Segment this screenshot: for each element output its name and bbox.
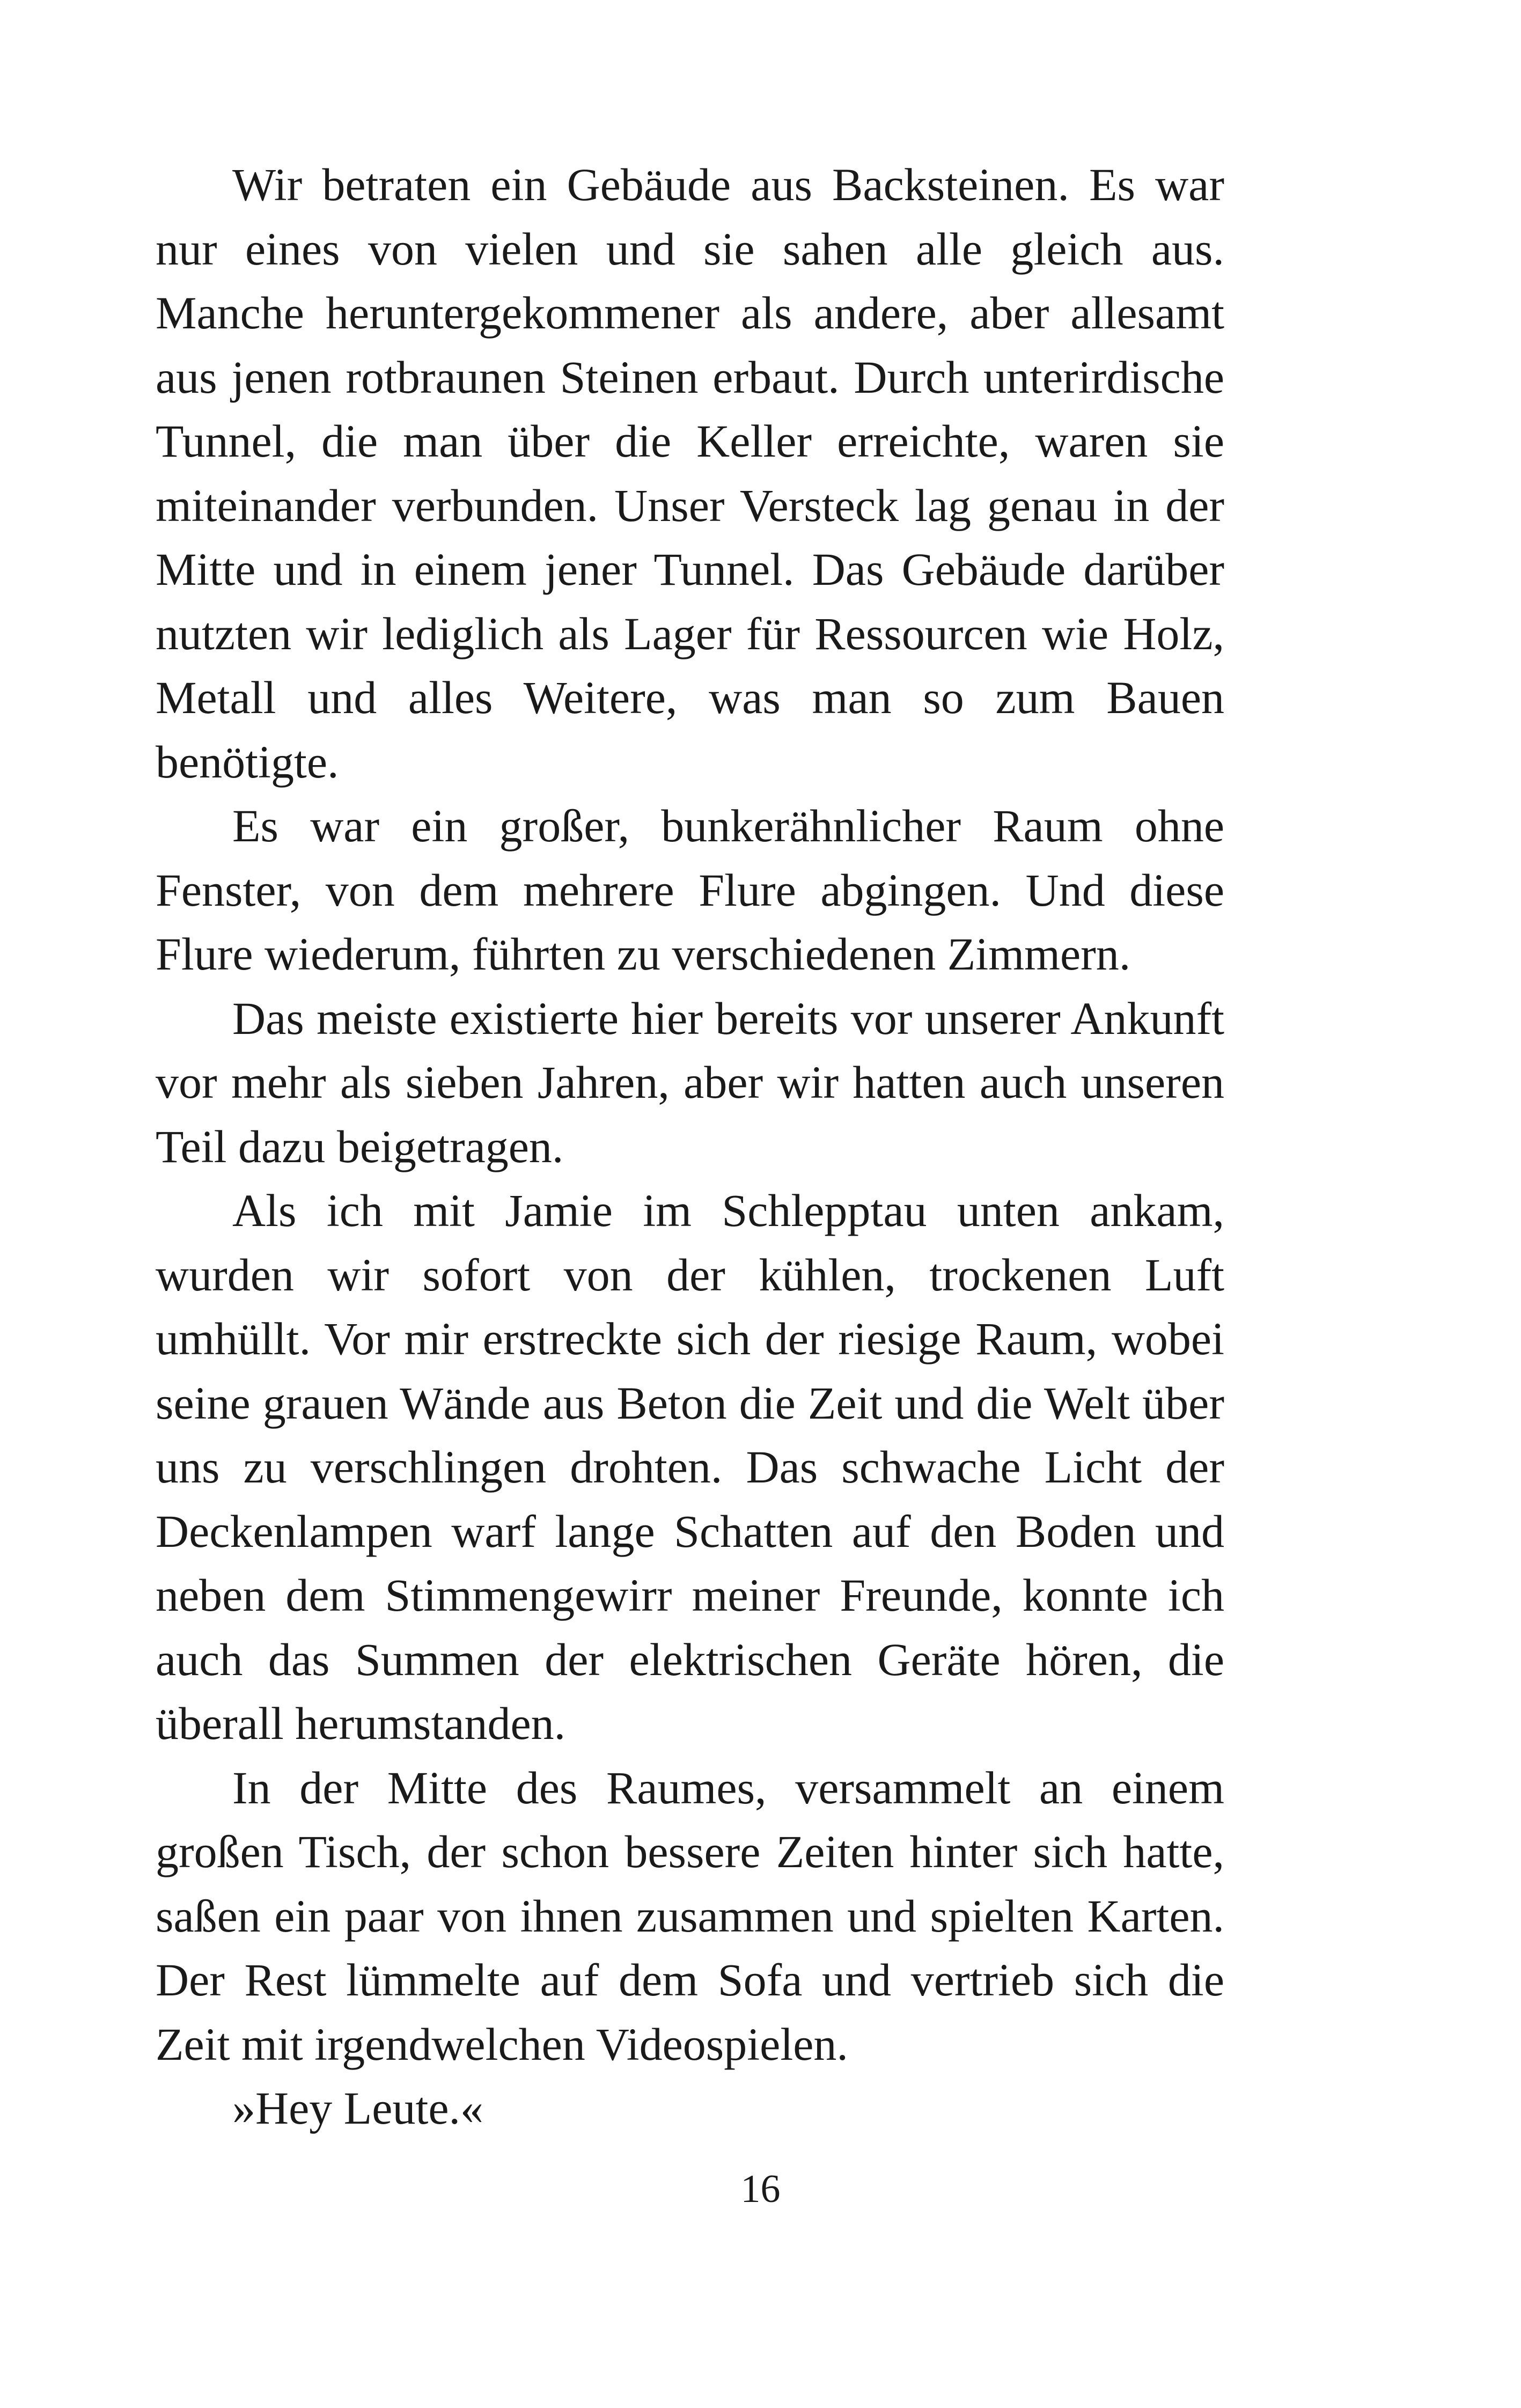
- paragraph-2: Es war ein großer, bunkerähnlicher Raum ohne Fenster, von dem mehrere Flure abgingen. Und diese Flure wiederum, führten zu verschiedenen Zimmern.: [156, 800, 1224, 980]
- paragraph-4: Als ich mit Jamie im Schlepptau unten ankam, wurden wir sofort von der kühlen, trockenen Luft umhüllt. Vor mir erstreckte sich der riesige Raum, wobei seine grauen Wände aus Beton die Zeit und die Welt über uns zu verschlingen drohten. Das schwache Licht der Deckenlampen warf lange Schatten auf den Boden und neben dem Stimmengewirr meiner Freunde, konnte ich auch das Summen der elektrischen Geräte hören, die überall herumstanden.: [156, 1185, 1224, 1749]
- paragraph-5: In der Mitte des Raumes, versammelt an einem großen Tisch, der schon bessere Zeiten hinter sich hatte, saßen ein paar von ihnen zusammen und spielten Karten. Der Rest lümmelte auf dem Sofa und vertrieb sich die Zeit mit irgendwelchen Videospielen.: [156, 1761, 1224, 2070]
- body-text: [156, 153, 1224, 2141]
- paragraph-3: Das meiste existierte hier bereits vor unserer Ankunft vor mehr als sieben Jahren, aber wir hatten auch unseren Teil dazu beigetragen.: [156, 992, 1224, 1172]
- paragraph-6: »Hey Leute.«: [232, 2082, 484, 2134]
- page-number: 16: [740, 2167, 781, 2211]
- paragraph-1: Wir betraten ein Gebäude aus Backsteinen. Es war nur eines von vielen und sie sahen alle gleich aus. Manche heruntergekommener als andere, aber allesamt aus jenen rotbraunen Steinen erbaut. Durch unterirdische Tunnel, die man über die Keller erreichte, waren sie miteinander verbunden. Unser Versteck lag genau in der Mitte und in einem jener Tunnel. Das Gebäude darüber nutzten wir lediglich als Lager für Ressourcen wie Holz, Metall und alles Weitere, was man so zum Bauen benötigte.: [156, 159, 1224, 788]
